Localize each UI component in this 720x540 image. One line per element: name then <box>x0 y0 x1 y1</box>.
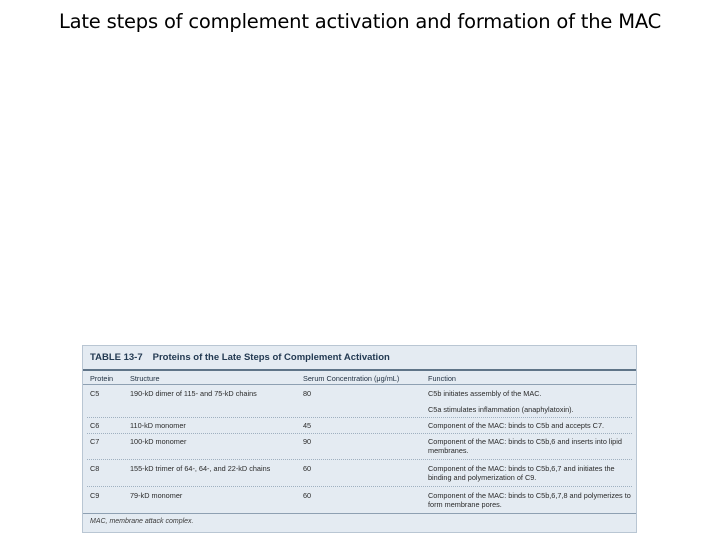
cell-function: Component of the MAC: binds to C5b,6,7,8 and polymerizes to form membrane pores. <box>428 491 631 509</box>
col-header-structure: Structure <box>130 374 160 383</box>
cell-structure: 79-kD monomer <box>130 491 183 500</box>
cell-serum: 45 <box>303 421 312 430</box>
row-divider <box>87 433 632 434</box>
cell-structure: 155-kD trimer of 64-, 64-, and 22-kD chains <box>130 464 271 473</box>
row-divider <box>87 417 632 418</box>
cell-protein: C5 <box>90 389 100 398</box>
header-bottom-rule <box>83 384 636 385</box>
cell-protein: C8 <box>90 464 100 473</box>
cell-structure: 110-kD monomer <box>130 421 186 430</box>
col-header-serum: Serum Concentration (μg/mL) <box>303 374 400 383</box>
table-caption <box>90 352 390 363</box>
header-top-rule <box>83 369 636 371</box>
complement-table <box>82 345 637 533</box>
col-header-function: Function <box>428 374 456 383</box>
row-divider <box>87 486 632 487</box>
cell-function: C5a stimulates inflammation (anaphylatoxin). <box>428 405 574 414</box>
table-bottom-rule <box>83 513 636 514</box>
cell-protein: C6 <box>90 421 100 430</box>
cell-structure: 190-kD dimer of 115- and 75-kD chains <box>130 389 257 398</box>
cell-serum: 60 <box>303 464 312 473</box>
slide-title: Late steps of complement activation and formation of the MAC <box>58 10 662 33</box>
table-footnote: MAC, membrane attack complex. <box>90 518 194 525</box>
cell-protein: C9 <box>90 491 100 500</box>
col-header-protein: Protein <box>90 374 114 383</box>
table-number: TABLE 13-7 <box>90 352 143 363</box>
cell-serum: 90 <box>303 437 312 446</box>
cell-function: C5b initiates assembly of the MAC. <box>428 389 542 398</box>
cell-serum: 80 <box>303 389 312 398</box>
cell-protein: C7 <box>90 437 100 446</box>
cell-function: Component of the MAC: binds to C5b,6,7 and initiates the binding and polymerization of C9. <box>428 464 615 482</box>
table-caption-text: Proteins of the Late Steps of Complement Activation <box>152 352 390 363</box>
cell-serum: 60 <box>303 491 312 500</box>
cell-structure: 100-kD monomer <box>130 437 187 446</box>
cell-function: Component of the MAC: binds to C5b,6 and inserts into lipid membranes. <box>428 437 622 455</box>
cell-function: Component of the MAC: binds to C5b and accepts C7. <box>428 421 605 430</box>
row-divider <box>87 459 632 460</box>
